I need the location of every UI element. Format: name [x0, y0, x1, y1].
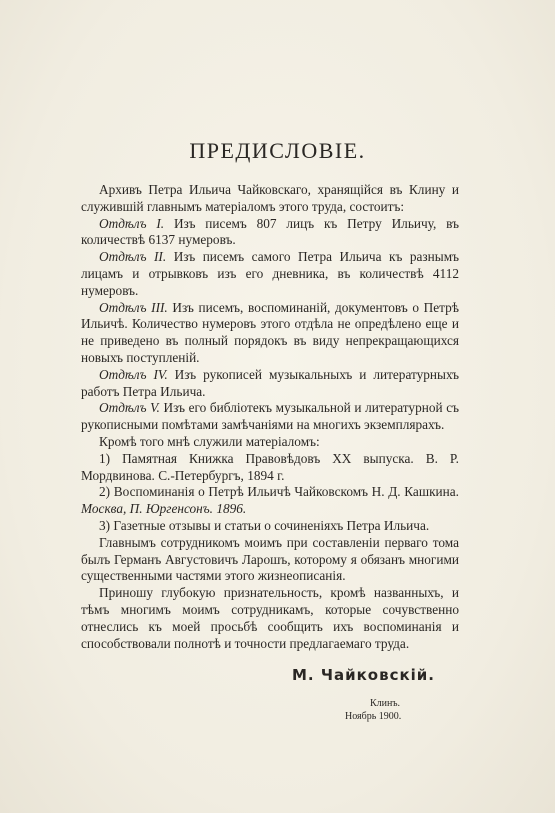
page-title: ПРЕДИСЛОВІЕ. — [189, 138, 366, 163]
author-signature: М. Чайковскій. — [292, 666, 436, 684]
materials-intro: Кромѣ того мнѣ служили матеріаломъ: — [99, 433, 320, 449]
collaborator-paragraph: Главнымъ сотрудникомъ моимъ при составленіи перваго тома былъ Германъ Августовичъ Ларошъ, которому я обязанъ многими существенными частями этого жизнеописанія. — [81, 534, 459, 584]
thanks-paragraph: Приношу глубокую признательность, кромѣ названныхъ, и тѣмъ многимъ моимъ сотрудникамъ, которые сочувственно отнеслись къ моей просьбѣ сообщить ихъ воспоминанія и способствовали полнотѣ и точности предлагаемаго труда. — [81, 585, 459, 651]
section-3-paragraph — [81, 300, 459, 367]
place-line: Клинъ. — [370, 698, 401, 709]
section-1-text: Изъ писемъ 807 лицъ къ Петру Ильичу, въ количествѣ 6137 нумеровъ. — [81, 215, 459, 248]
section-5-text: Изъ его библіотекъ музыкальной и литературной съ рукописными помѣтами замѣчаніями на многихъ экземплярахъ. — [81, 400, 460, 433]
date-line: Ноябрь 1900. — [345, 711, 402, 722]
section-5-label: Отдѣлъ V. — [99, 400, 160, 416]
material-2 — [81, 484, 459, 518]
section-5-paragraph — [81, 400, 459, 434]
preface-body — [81, 182, 459, 652]
section-2-text: Изъ писемъ самого Петра Ильича къ разнымъ лицамъ и отрывковъ изъ его дневника, въ количествѣ 4112 нумеровъ. — [81, 249, 459, 298]
section-3-label: Отдѣлъ III. — [99, 299, 168, 315]
section-3-text: Изъ писемъ, воспоминаній, документовъ о Петрѣ Ильичѣ. Количество нумеровъ этого отдѣла не опредѣлено еще и не приведено въ полный порядокъ въ виду непрекращающихся новыхъ поступленій. — [81, 299, 459, 365]
section-2-label: Отдѣлъ II. — [99, 249, 167, 265]
section-1-paragraph — [81, 216, 459, 250]
section-4-paragraph — [81, 367, 459, 401]
material-1: 1) Памятная Книжка Правовѣдовъ XX выпуска. В. Р. Мордвинова. С.-Петербургъ, 1894 г. — [81, 450, 459, 483]
material-3: 3) Газетные отзывы и статьи о сочиненіяхъ Петра Ильича. — [99, 517, 430, 533]
section-2-paragraph — [81, 249, 459, 299]
section-1-label: Отдѣлъ I. — [99, 215, 165, 231]
intro-paragraph: Архивъ Петра Ильича Чайковскаго, хранящійся въ Клину и служившій главнымъ матеріаломъ этого труда, состоитъ: — [81, 182, 459, 214]
material-2-publisher: Москва, П. Юргенсонъ. 1896. — [81, 501, 247, 517]
material-2-text: 2) Воспоминанія о Петрѣ Ильичѣ Чайковскомъ Н. Д. Кашкина. — [99, 484, 459, 500]
section-4-text: Изъ рукописей музыкальныхъ и литературныхъ работъ Петра Ильича. — [81, 366, 459, 399]
section-4-label: Отдѣлъ IV. — [99, 366, 168, 382]
